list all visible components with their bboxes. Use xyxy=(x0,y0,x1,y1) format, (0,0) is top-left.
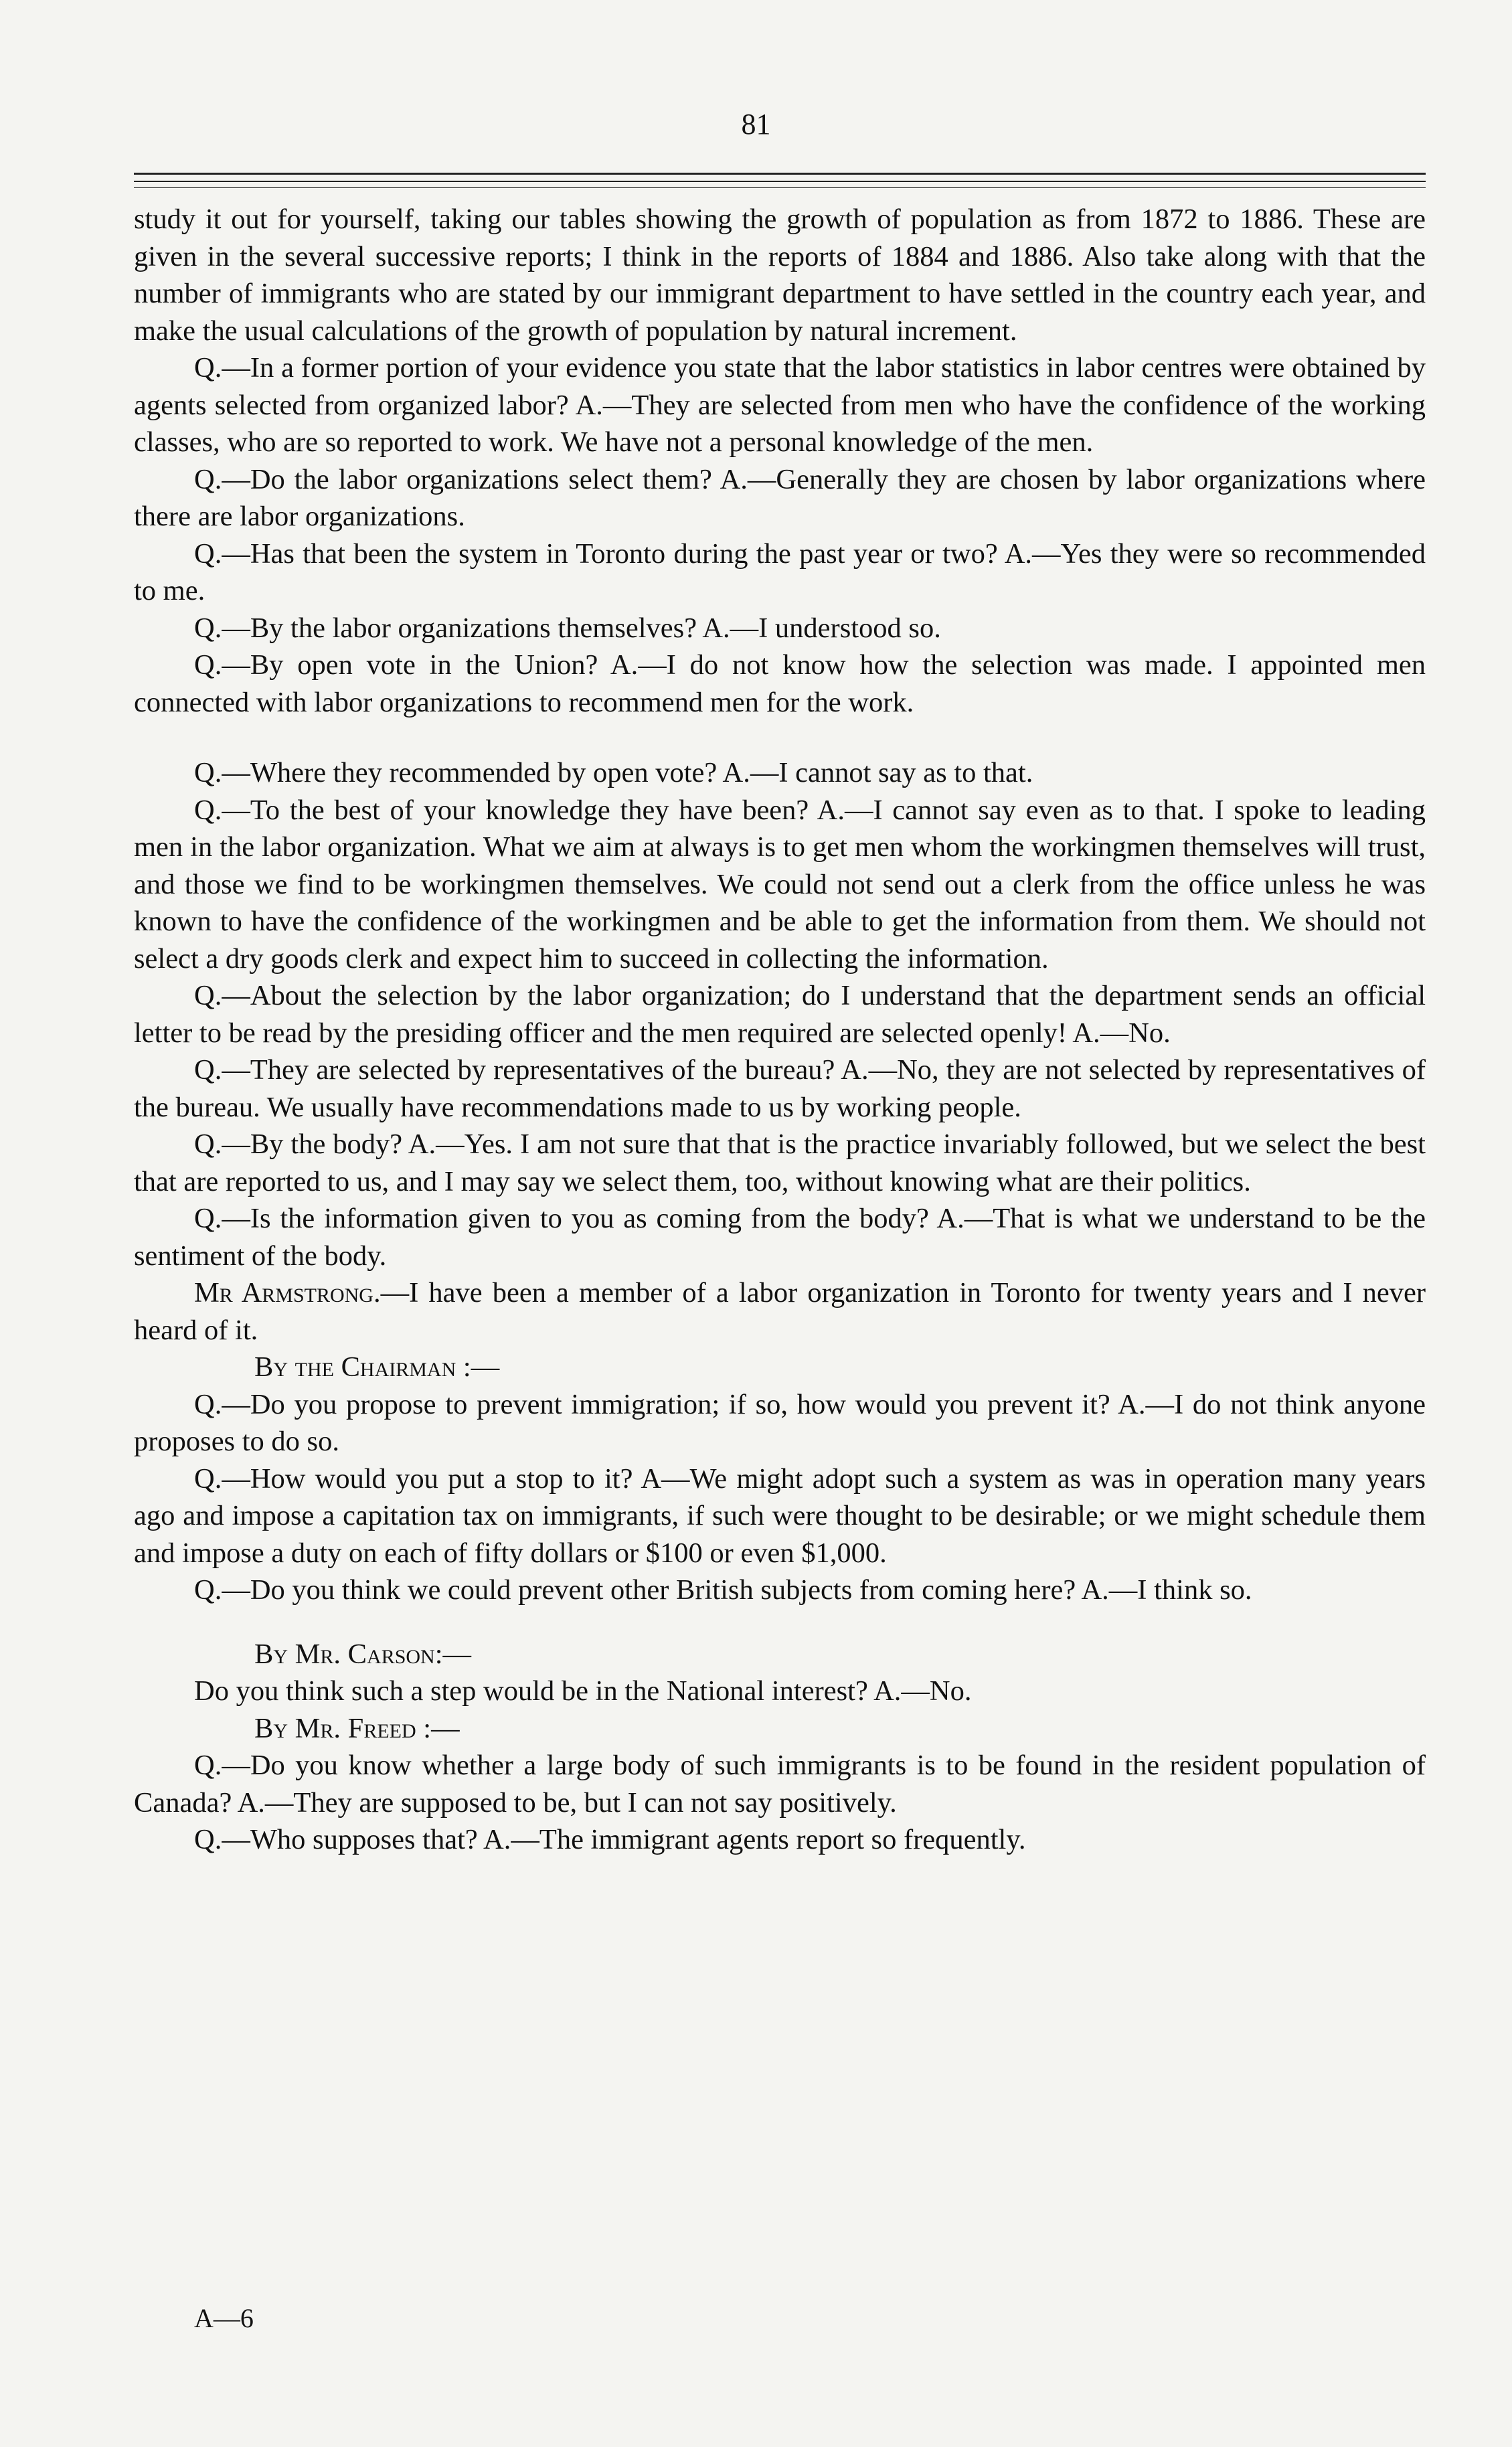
paragraph: Q.—To the best of your knowledge they have been? A.—I cannot say even as to that. I spoke to leading men in the labor organization. What we aim at always is to get men whom the workingmen themselves will trust, and those we find to be workingmen themselves. We could not send out a clerk from the office unless he was known to have the confidence of the workingmen and be able to get the information from them. We should not select a dry goods clerk and expect him to succeed in collecting the information. xyxy=(134,794,1426,975)
paragraph: Q.—They are selected by representatives of the bureau? A.—No, they are not selected by representatives of the bureau. We usually have recommendations made to us by working people. xyxy=(134,1054,1426,1123)
section-heading: By the Chairman :— xyxy=(254,1351,500,1383)
speaker-text: —I have been a member of a labor organization in Toronto for twenty years and I never heard of it. xyxy=(134,1277,1426,1346)
paragraph: Q.—Do you know whether a large body of such immigrants is to be found in the resident population of Canada? A.—They are supposed to be, but I can not say positively. xyxy=(134,1750,1426,1819)
paragraph: Q.—Do you propose to prevent immigration; if so, how would you prevent it? A.—I do not think anyone proposes to do so. xyxy=(134,1388,1426,1457)
paragraph: Q.—How would you put a stop to it? A—We might adopt such a system as was in operation many years ago and impose a capitation tax on immigrants, if such were thought to be desirable; or we might schedule them and impose a duty on each of fifty dollars or $100 or even $1,000. xyxy=(134,1462,1426,1569)
header-rule xyxy=(134,181,1426,182)
page-number: 81 xyxy=(741,108,771,141)
paragraph: Q.—By the body? A.—Yes. I am not sure that that is the practice invariably followed, but we select the best that are reported to us, and I may say we select them, too, without knowing what are their politics. xyxy=(134,1128,1426,1197)
section-heading: By Mr. Carson:— xyxy=(254,1638,472,1670)
header-rule xyxy=(134,173,1426,175)
header-rule xyxy=(134,187,1426,188)
paragraph: Q.—By open vote in the Union? A.—I do not know how the selection was made. I appointed men connected with labor organizations to recommend men for the work. xyxy=(134,649,1426,718)
speaker-paragraph xyxy=(134,1274,1426,1349)
paragraph: Q.—In a former portion of your evidence you state that the labor statistics in labor centres were obtained by agents selected from organized labor? A.—They are selected from men who have the confidence of the working classes, who are so reported to work. We have not a personal knowledge of the men. xyxy=(134,352,1426,458)
section-heading: By Mr. Freed :— xyxy=(254,1712,460,1744)
paragraph: Q.—Is the information given to you as coming from the body? A.—That is what we understand to be the sentiment of the body. xyxy=(134,1203,1426,1272)
paragraph: Q.—Do you think we could prevent other British subjects from coming here? A.—I think so. xyxy=(194,1574,1252,1606)
speaker-name: Mr Armstrong. xyxy=(194,1277,381,1309)
paragraph: Q.—Has that been the system in Toronto during the past year or two? A.—Yes they were so recommended to me. xyxy=(134,537,1426,606)
document-body xyxy=(134,201,1426,1859)
paragraph: Q.—Where they recommended by open vote? A.—I cannot say as to that. xyxy=(194,757,1033,788)
paragraph: Q.—Who supposes that? A.—The immigrant agents report so frequently. xyxy=(194,1824,1026,1855)
paragraph: Q.—About the selection by the labor organization; do I understand that the department sends an official letter to be read by the presiding officer and the men required are selected openly! A.—No. xyxy=(134,980,1426,1049)
paragraph: study it out for yourself, taking our tables showing the growth of population as from 1872 to 1886. These are given in the several successive reports; I think in the reports of 1884 and 1886. Also take along with that the number of immigrants who are stated by our immigrant department to have settled in the country each year, and make the usual calculations of the growth of population by natural increment. xyxy=(134,203,1426,347)
signature-mark: A—6 xyxy=(194,2303,254,2333)
paragraph: Do you think such a step would be in the National interest? A.—No. xyxy=(194,1675,972,1707)
paragraph: Q.—By the labor organizations themselves? A.—I understood so. xyxy=(194,612,941,644)
paragraph: Q.—Do the labor organizations select them? A.—Generally they are chosen by labor organizations where there are labor organizations. xyxy=(134,463,1426,532)
